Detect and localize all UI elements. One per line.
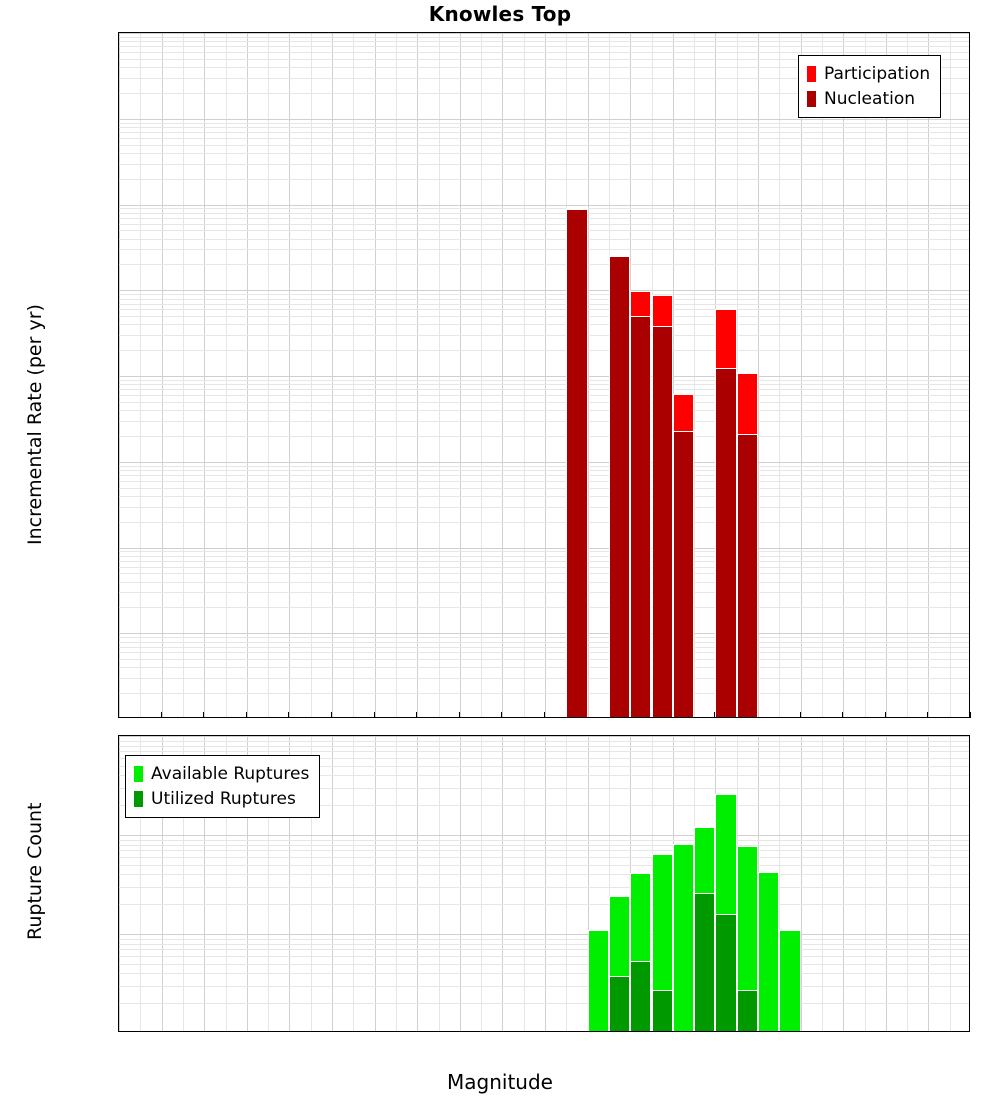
gridline-horizontal xyxy=(119,582,969,583)
bar xyxy=(609,256,630,718)
gridline-horizontal xyxy=(119,481,969,482)
gridline-vertical xyxy=(162,33,163,717)
y-axis-label-bottom: Rupture Count xyxy=(24,802,46,940)
gridline-horizontal xyxy=(119,205,969,206)
gridline-horizontal xyxy=(119,123,969,124)
gridline-horizontal xyxy=(119,138,969,139)
gridline-horizontal xyxy=(119,213,969,214)
gridline-horizontal xyxy=(119,224,969,225)
x-axis-tick xyxy=(246,712,247,718)
gridline-horizontal xyxy=(119,934,969,935)
gridline-horizontal xyxy=(119,208,969,209)
gridline-vertical xyxy=(524,33,525,717)
gridline-horizontal xyxy=(119,659,969,660)
legend-label-utilized-ruptures: Utilized Ruptures xyxy=(151,788,296,809)
y-axis-label-top: Incremental Rate (per yr) xyxy=(24,304,46,545)
gridline-vertical xyxy=(353,33,354,717)
x-axis-tick xyxy=(544,712,545,718)
gridline-horizontal xyxy=(119,642,969,643)
gridline-horizontal xyxy=(119,153,969,154)
gridline-horizontal xyxy=(119,652,969,653)
gridline-horizontal xyxy=(119,376,969,377)
legend-item-nucleation xyxy=(807,87,930,112)
gridline-horizontal xyxy=(119,850,969,851)
gridline-horizontal xyxy=(119,573,969,574)
gridline-horizontal xyxy=(119,132,969,133)
x-axis-tick xyxy=(203,712,204,718)
x-axis-tick xyxy=(885,712,886,718)
gridline-horizontal xyxy=(119,667,969,668)
gridline-horizontal xyxy=(119,230,969,231)
bar xyxy=(566,209,587,718)
gridline-horizontal xyxy=(119,37,969,38)
gridline-vertical xyxy=(843,33,844,717)
bar xyxy=(715,368,736,718)
gridline-vertical xyxy=(183,33,184,717)
gridline-vertical xyxy=(801,33,802,717)
bar xyxy=(630,961,651,1033)
gridline-horizontal xyxy=(119,127,969,128)
bar xyxy=(758,872,779,1032)
gridline-horizontal xyxy=(119,239,969,240)
gridline-horizontal xyxy=(119,857,969,858)
gridline-horizontal xyxy=(119,475,969,476)
gridline-horizontal xyxy=(119,294,969,295)
gridline-horizontal xyxy=(119,904,969,905)
gridline-horizontal xyxy=(119,421,969,422)
legend-swatch-available-ruptures xyxy=(134,766,143,782)
gridline-horizontal xyxy=(119,488,969,489)
gridline-vertical xyxy=(694,33,695,717)
gridline-horizontal xyxy=(119,290,969,291)
bar xyxy=(630,316,651,718)
gridline-vertical xyxy=(907,33,908,717)
gridline-horizontal xyxy=(119,1003,969,1004)
gridline-horizontal xyxy=(119,865,969,866)
gridline-horizontal xyxy=(119,496,969,497)
x-axis-tick xyxy=(374,712,375,718)
gridline-horizontal xyxy=(119,410,969,411)
gridline-horizontal xyxy=(119,693,969,694)
gridline-vertical xyxy=(396,33,397,717)
x-axis-tick xyxy=(161,712,162,718)
gridline-vertical xyxy=(268,33,269,717)
gridline-horizontal xyxy=(119,746,969,747)
x-axis-tick xyxy=(288,712,289,718)
gridline-horizontal xyxy=(119,507,969,508)
gridline-vertical xyxy=(311,33,312,717)
page-title: Knowles Top xyxy=(428,2,572,26)
gridline-horizontal xyxy=(119,350,969,351)
gridline-vertical xyxy=(545,33,546,717)
bar xyxy=(779,930,800,1032)
gridline-horizontal xyxy=(119,949,969,950)
gridline-horizontal xyxy=(119,218,969,219)
x-axis-tick xyxy=(970,712,971,718)
gridline-vertical xyxy=(865,33,866,717)
x-axis-tick xyxy=(416,712,417,718)
gridline-horizontal xyxy=(119,607,969,608)
gridline-vertical xyxy=(119,33,120,717)
gridline-vertical xyxy=(928,33,929,717)
x-axis-tick xyxy=(842,712,843,718)
gridline-horizontal xyxy=(119,164,969,165)
legend-swatch-participation xyxy=(807,66,816,82)
gridline-horizontal xyxy=(119,402,969,403)
gridline-vertical xyxy=(439,33,440,717)
gridline-horizontal xyxy=(119,835,969,836)
gridline-horizontal xyxy=(119,561,969,562)
gridline-vertical xyxy=(502,33,503,717)
gridline-horizontal xyxy=(119,304,969,305)
gridline-horizontal xyxy=(119,637,969,638)
legend-bottom xyxy=(125,755,320,818)
gridline-horizontal xyxy=(119,466,969,467)
gridline-horizontal xyxy=(119,145,969,146)
gridline-horizontal xyxy=(119,567,969,568)
incremental-rate-plot xyxy=(118,32,970,718)
gridline-horizontal xyxy=(119,633,969,634)
gridline-horizontal xyxy=(119,522,969,523)
bar xyxy=(673,431,694,718)
legend-top xyxy=(798,55,941,118)
gridline-horizontal xyxy=(119,119,969,120)
gridline-horizontal xyxy=(119,436,969,437)
gridline-horizontal xyxy=(119,249,969,250)
gridline-horizontal xyxy=(119,840,969,841)
gridline-horizontal xyxy=(119,845,969,846)
legend-label-available-ruptures: Available Ruptures xyxy=(151,764,310,784)
gridline-horizontal xyxy=(119,939,969,940)
gridline-vertical xyxy=(226,33,227,717)
gridline-horizontal xyxy=(119,956,969,957)
gridline-horizontal xyxy=(119,551,969,552)
x-axis-tick xyxy=(118,712,119,718)
gridline-horizontal xyxy=(119,973,969,974)
x-axis-tick xyxy=(331,712,332,718)
gridline-horizontal xyxy=(119,944,969,945)
gridline-horizontal xyxy=(119,41,969,42)
bar xyxy=(715,914,736,1032)
gridline-horizontal xyxy=(119,736,969,737)
gridline-horizontal xyxy=(119,556,969,557)
gridline-horizontal xyxy=(119,179,969,180)
gridline-vertical xyxy=(140,33,141,717)
bar xyxy=(652,990,673,1032)
gridline-vertical xyxy=(822,33,823,717)
bar xyxy=(652,326,673,718)
gridline-horizontal xyxy=(119,592,969,593)
gridline-horizontal xyxy=(119,647,969,648)
gridline-horizontal xyxy=(119,964,969,965)
gridline-horizontal xyxy=(119,335,969,336)
gridline-vertical xyxy=(779,33,780,717)
gridline-horizontal xyxy=(119,264,969,265)
gridline-horizontal xyxy=(119,874,969,875)
bar xyxy=(588,930,609,1032)
legend-label-participation: Participation xyxy=(824,64,931,84)
gridline-horizontal xyxy=(119,462,969,463)
gridline-vertical xyxy=(247,33,248,717)
legend-item-utilized-ruptures xyxy=(134,787,309,812)
legend-item-participation xyxy=(807,62,930,87)
gridline-horizontal xyxy=(119,751,969,752)
gridline-vertical xyxy=(375,33,376,717)
gridline-horizontal xyxy=(119,309,969,310)
bar xyxy=(694,893,715,1032)
gridline-horizontal xyxy=(119,324,969,325)
gridline-horizontal xyxy=(119,395,969,396)
gridline-horizontal xyxy=(119,986,969,987)
gridline-horizontal xyxy=(119,389,969,390)
bar xyxy=(737,990,758,1032)
gridline-vertical xyxy=(758,33,759,717)
gridline-horizontal xyxy=(119,678,969,679)
gridline-horizontal xyxy=(119,46,969,47)
x-axis-tick xyxy=(800,712,801,718)
legend-swatch-nucleation xyxy=(807,91,816,107)
x-axis-tick xyxy=(459,712,460,718)
gridline-horizontal xyxy=(119,470,969,471)
gridline-vertical xyxy=(204,33,205,717)
bar xyxy=(673,844,694,1033)
gridline-vertical xyxy=(417,33,418,717)
x-axis-tick xyxy=(927,712,928,718)
gridline-horizontal xyxy=(119,380,969,381)
legend-item-available-ruptures xyxy=(134,762,309,787)
gridline-vertical xyxy=(950,33,951,717)
gridline-vertical xyxy=(886,33,887,717)
gridline-vertical xyxy=(289,33,290,717)
gridline-horizontal xyxy=(119,316,969,317)
gridline-horizontal xyxy=(119,741,969,742)
gridline-horizontal xyxy=(119,33,969,34)
gridline-horizontal xyxy=(119,887,969,888)
gridline-vertical xyxy=(588,33,589,717)
bar xyxy=(737,434,758,718)
x-axis-tick xyxy=(501,712,502,718)
gridline-horizontal xyxy=(119,384,969,385)
x-axis-label: Magnitude xyxy=(447,1070,553,1094)
gridline-vertical xyxy=(332,33,333,717)
gridline-vertical xyxy=(460,33,461,717)
gridline-horizontal xyxy=(119,548,969,549)
bar xyxy=(609,976,630,1032)
legend-swatch-utilized-ruptures xyxy=(134,791,143,807)
gridline-horizontal xyxy=(119,299,969,300)
gridline-vertical xyxy=(481,33,482,717)
legend-label-nucleation: Nucleation xyxy=(824,88,916,109)
gridline-horizontal xyxy=(119,52,969,53)
